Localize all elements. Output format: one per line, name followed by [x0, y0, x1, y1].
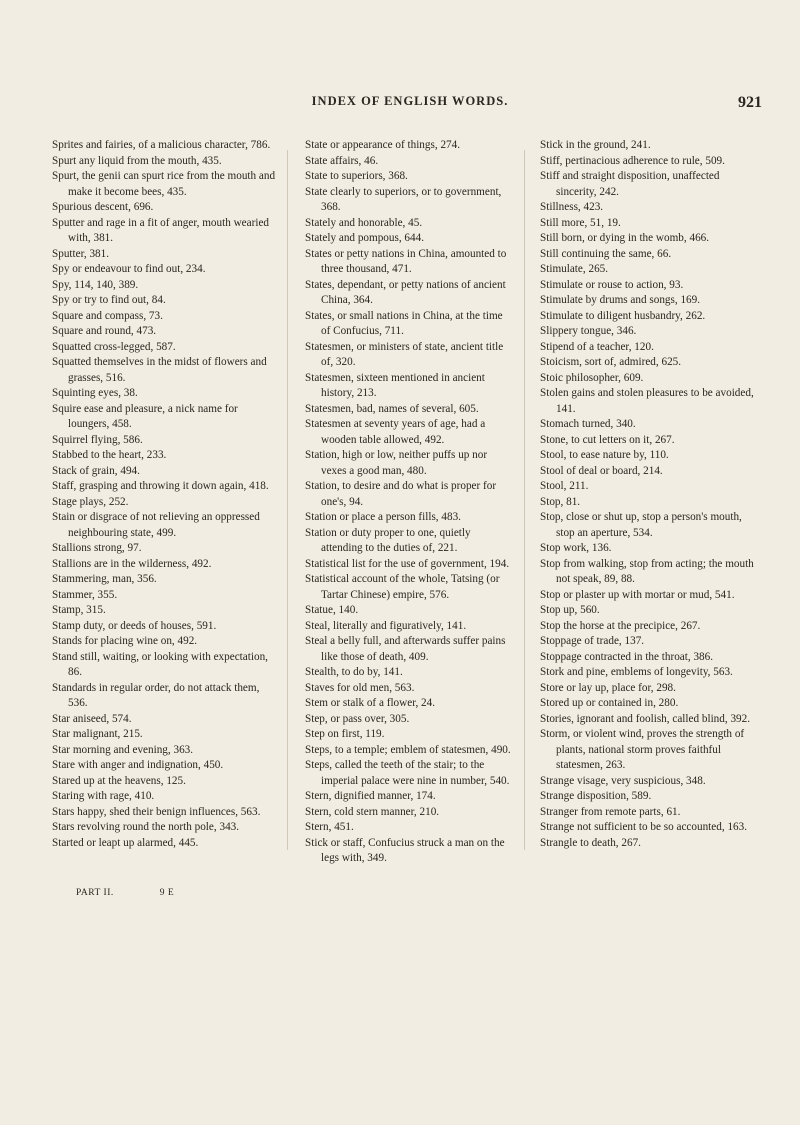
index-entry: Spy or try to find out, 84. — [52, 294, 166, 306]
index-entry: Still continuing the same, 66. — [540, 247, 672, 260]
index-entry: State to superiors, 368. — [305, 170, 408, 182]
index-entry: State clearly to superiors, or to government, 368. — [305, 185, 502, 213]
index-entry: Squatted cross-legged, 587. — [52, 340, 176, 353]
index-entry: Stop work, 136. — [540, 542, 612, 554]
signature-mark: 9 E — [159, 888, 175, 898]
index-entry: Stillness, 423. — [540, 201, 604, 213]
index-entry: Stamp duty, or deeds of houses, 591. — [52, 619, 217, 632]
index-entry: Stop the horse at the precipice, 267. — [540, 619, 701, 632]
index-entry: Stack of grain, 494. — [52, 464, 140, 477]
index-entry: Star morning and evening, 363. — [52, 743, 194, 756]
index-entry: Stage plays, 252. — [52, 495, 129, 508]
index-entry: Stand still, waiting, or looking with expectation, 86. — [52, 650, 268, 678]
index-entry: Stipend of a teacher, 120. — [540, 340, 654, 353]
index-entry: Stern, dignified manner, 174. — [305, 790, 436, 802]
index-entry: Station or duty proper to one, quietly attending to the duties of, 221. — [305, 526, 471, 554]
index-entry: Stop, 81. — [540, 495, 581, 508]
index-entry: Still born, or dying in the womb, 466. — [540, 232, 710, 244]
index-entry: Store or lay up, place for, 298. — [540, 681, 676, 694]
index-entry: Stick or staff, Confucius struck a man on the legs with, 349. — [305, 836, 505, 864]
index-entry: Station, to desire and do what is proper for one's, 94. — [305, 480, 497, 508]
index-entry: Strangle to death, 267. — [540, 836, 641, 849]
index-entry: Stop or plaster up with mortar or mud, 541. — [540, 588, 735, 601]
index-entry: Stiff and straight disposition, unaffected sincerity, 242. — [540, 170, 720, 198]
index-entry: Stop, close or shut up, stop a person's mouth, stop an aperture, 534. — [540, 511, 742, 539]
index-entry: State affairs, 46. — [305, 154, 379, 167]
index-entry: Spurt any liquid from the mouth, 435. — [52, 154, 222, 167]
index-entry: Square and round, 473. — [52, 325, 157, 337]
index-entry: Station or place a person fills, 483. — [305, 511, 461, 523]
index-entry: Squire ease and pleasure, a nick name for loungers, 458. — [52, 402, 238, 430]
index-entry: Strange visage, very suspicious, 348. — [540, 774, 706, 787]
index-entry: State or appearance of things, 274. — [305, 139, 461, 151]
index-entry: Stranger from remote parts, 61. — [540, 805, 681, 818]
index-entry: Sputter, 381. — [52, 247, 110, 260]
index-entry: Stern, 451. — [305, 821, 354, 833]
index-entry: Standards in regular order, do not attack them, 536. — [52, 681, 260, 709]
running-head — [0, 94, 800, 118]
index-entry: Spurious descent, 696. — [52, 201, 154, 213]
index-entry: Statistical account of the whole, Tatsing (or Tartar Chinese) empire, 576. — [305, 573, 500, 601]
index-entry: Staves for old men, 563. — [305, 681, 415, 694]
index-entry: Stain or disgrace of not relieving an oppressed neighbouring state, 499. — [52, 511, 260, 539]
index-entry: Stiff, pertinacious adherence to rule, 509. — [540, 154, 725, 167]
index-entry: Stem or stalk of a flower, 24. — [305, 697, 436, 709]
index-entry: Step, or pass over, 305. — [305, 712, 410, 725]
index-entry: Squinting eyes, 38. — [52, 387, 138, 399]
index-entry: Stool, 211. — [540, 480, 589, 492]
index-column-left — [52, 138, 277, 851]
index-entry: Spy or endeavour to find out, 234. — [52, 263, 206, 275]
index-entry: Stoppage contracted in the throat, 386. — [540, 650, 714, 663]
index-entry: Spurt, the genii can spurt rice from the mouth and make it become bees, 435. — [52, 170, 276, 198]
index-entry: Stored up or contained in, 280. — [540, 697, 679, 709]
index-entry: Stoicism, sort of, admired, 625. — [540, 356, 682, 368]
index-entry: Sprites and fairies, of a malicious character, 786. — [52, 139, 271, 151]
index-entry: Squirrel flying, 586. — [52, 433, 143, 446]
index-entry: Stool of deal or board, 214. — [540, 464, 663, 477]
index-entry: Stick in the ground, 241. — [540, 139, 651, 151]
index-entry: Steal, literally and figuratively, 141. — [305, 619, 467, 632]
index-entry: Still more, 51, 19. — [540, 216, 621, 229]
index-entry: Stared up at the heavens, 125. — [52, 774, 186, 787]
column-divider — [524, 150, 525, 850]
index-entry: Star aniseed, 574. — [52, 712, 132, 725]
index-entry: Stands for placing wine on, 492. — [52, 635, 198, 647]
index-entry: Storm, or violent wind, proves the strength of plants, national storm proves faithful statesmen, 263. — [540, 728, 745, 771]
index-entry: Stern, cold stern manner, 210. — [305, 805, 440, 818]
index-entry: States, dependant, or petty nations of ancient China, 364. — [305, 278, 506, 306]
index-entry: Stimulate by drums and songs, 169. — [540, 294, 701, 306]
index-entry: Stolen gains and stolen pleasures to be avoided, 141. — [540, 387, 754, 415]
index-column-right — [540, 138, 755, 851]
index-entry: Stoppage of trade, 137. — [540, 635, 645, 647]
index-entry: Stammering, man, 356. — [52, 573, 157, 585]
index-entry: Strange not sufficient to be so accounted, 163. — [540, 821, 748, 833]
index-entry: Stabbed to the heart, 233. — [52, 449, 167, 461]
index-entry: Statesmen, sixteen mentioned in ancient history, 213. — [305, 371, 485, 399]
index-entry: Stallions are in the wilderness, 492. — [52, 557, 212, 570]
index-entry: Stammer, 355. — [52, 588, 118, 601]
index-entry: Sputter and rage in a fit of anger, mouth wearied with, 381. — [52, 216, 270, 244]
column-divider — [287, 150, 288, 850]
index-entry: Stare with anger and indignation, 450. — [52, 759, 224, 771]
index-entry: Stomach turned, 340. — [540, 418, 636, 430]
index-entry: Steal a belly full, and afterwards suffer pains like those of death, 409. — [305, 635, 506, 663]
index-entry: Stealth, to do by, 141. — [305, 666, 403, 678]
index-entry: Stimulate or rouse to action, 93. — [540, 278, 684, 291]
index-entry: Star malignant, 215. — [52, 728, 143, 740]
index-entry: Strange disposition, 589. — [540, 790, 652, 802]
index-entry: Stop from walking, stop from acting; the mouth not speak, 89, 88. — [540, 557, 754, 585]
index-entry: Steps, called the teeth of the stair; to the imperial palace were nine in number, 540. — [305, 759, 510, 787]
signature-part: PART II. — [76, 888, 114, 898]
index-entry: Statesmen, bad, names of several, 605. — [305, 402, 479, 415]
index-entry: States, or small nations in China, at the time of Confucius, 711. — [305, 309, 503, 337]
index-column-middle — [305, 138, 513, 867]
index-entry: Started or leapt up alarmed, 445. — [52, 836, 199, 849]
printer-signature — [76, 888, 174, 898]
index-entry: Stool, to ease nature by, 110. — [540, 449, 669, 461]
index-entry: Stars revolving round the north pole, 343. — [52, 821, 240, 833]
index-entry: Stars happy, shed their benign influences, 563. — [52, 805, 261, 818]
page-title: INDEX OF ENGLISH WORDS. — [311, 94, 509, 108]
index-entry: Staff, grasping and throwing it down again, 418. — [52, 480, 269, 492]
index-entry: Station, high or low, neither puffs up nor vexes a good man, 480. — [305, 449, 488, 477]
index-entry: Stone, to cut letters on it, 267. — [540, 433, 675, 446]
index-entry: Stimulate to diligent husbandry, 262. — [540, 309, 706, 322]
page-number: 921 — [738, 94, 762, 111]
index-entry: Statesmen at seventy years of age, had a wooden table allowed, 492. — [305, 418, 486, 446]
index-entry: Stop up, 560. — [540, 604, 600, 616]
index-entry: Stallions strong, 97. — [52, 542, 142, 554]
index-entry: Steps, to a temple; emblem of statesmen, 490. — [305, 743, 511, 756]
index-entry: Stately and pompous, 644. — [305, 232, 425, 244]
index-entry: Statesmen, or ministers of state, ancient title of, 320. — [305, 340, 504, 368]
index-entry: States or petty nations in China, amounted to three thousand, 471. — [305, 247, 507, 275]
index-entry: Stork and pine, emblems of longevity, 563. — [540, 666, 733, 678]
index-entry: Statistical list for the use of government, 194. — [305, 557, 510, 570]
index-entry: Staring with rage, 410. — [52, 790, 155, 802]
index-entry: Stories, ignorant and foolish, called blind, 392. — [540, 712, 751, 725]
index-entry: Square and compass, 73. — [52, 309, 163, 322]
index-entry: Stimulate, 265. — [540, 263, 609, 275]
index-entry: Stately and honorable, 45. — [305, 216, 423, 229]
index-entry: Stoic philosopher, 609. — [540, 371, 644, 384]
index-entry: Squatted themselves in the midst of flowers and grasses, 516. — [52, 356, 267, 384]
index-entry: Spy, 114, 140, 389. — [52, 278, 139, 291]
index-entry: Statue, 140. — [305, 604, 359, 616]
index-entry: Stamp, 315. — [52, 604, 106, 616]
index-entry: Step on first, 119. — [305, 728, 385, 740]
index-entry: Slippery tongue, 346. — [540, 325, 637, 337]
